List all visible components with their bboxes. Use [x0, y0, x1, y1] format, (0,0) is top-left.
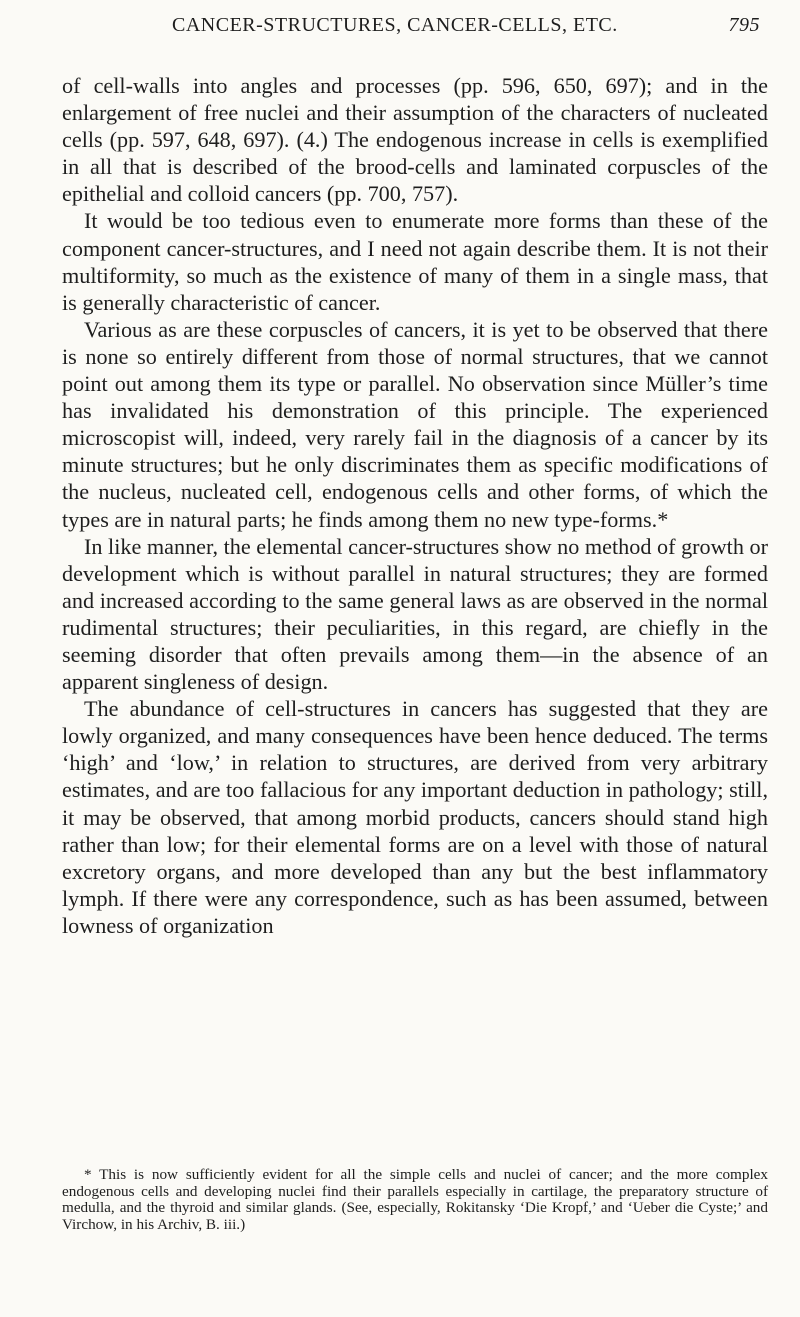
body-text — [62, 72, 768, 939]
paragraph: It would be too tedious even to enumerate more forms than these of the component cancer-structures, and I need not again describe them. It is not their multiformity, so much as the existence of many of them in a single mass, that is generally characteristic of cancer. — [62, 208, 768, 315]
paragraph: Various as are these corpuscles of cancers, it is yet to be observed that there is none so entirely different from those of normal structures, that we cannot point out among them its type or parallel. No observation since Müller’s time has invalidated his demonstration of this principle. The experienced microscopist will, indeed, very rarely fail in the diagnosis of a cancer by its minute structures; but he only discriminates them as specific modifications of the nucleus, nucleated cell, endogenous cells and other forms, of which the types are in natural parts; he finds among them no new type-forms.* — [62, 316, 768, 532]
running-title: CANCER-STRUCTURES, CANCER-CELLS, ETC. — [172, 14, 618, 36]
paragraph: of cell-walls into angles and processes (pp. 596, 650, 697); and in the enlargement of free nuclei and their assumption of the characters of nucleated cells (pp. 597, 648, 697). (4.) The endogenous increase in cells is exemplified in all that is described of the brood-cells and laminated corpuscles of the epithelial and colloid cancers (pp. 700, 757). — [62, 73, 768, 207]
footnote: * This is now sufficiently evident for all the simple cells and nuclei of cancer; and the more complex endogenous cells and developing nuclei find their parallels especially in cartilage, the preparatory structure of medulla, and the thyroid and similar glands. (See, especially, Rokitansky ‘Die Kropf,’ and ‘Ueber die Cyste;’ and Virchow, in his Archiv, B. iii.) — [62, 1166, 768, 1233]
paragraph: The abundance of cell-structures in cancers has suggested that they are lowly organized, and many consequences have been hence deduced. The terms ‘high’ and ‘low,’ in relation to structures, are derived from very arbitrary estimates, and are too fallacious for any important deduction in pathology; still, it may be observed, that among morbid products, cancers should stand high rather than low; for their elemental forms are on a level with those of natural excretory organs, and more developed than any but the best inflammatory lymph. If there were any correspondence, such as has been assumed, between lowness of organization — [62, 696, 768, 938]
page-number: 795 — [728, 14, 760, 36]
running-head — [62, 14, 760, 40]
paragraph: In like manner, the elemental cancer-structures show no method of growth or development which is without parallel in natural structures; they are formed and increased according to the same general laws as are observed in the normal rudimental structures; their peculiarities, in this regard, are chiefly in the seeming disorder that often prevails among them—in the absence of an apparent singleness of design. — [62, 533, 768, 695]
